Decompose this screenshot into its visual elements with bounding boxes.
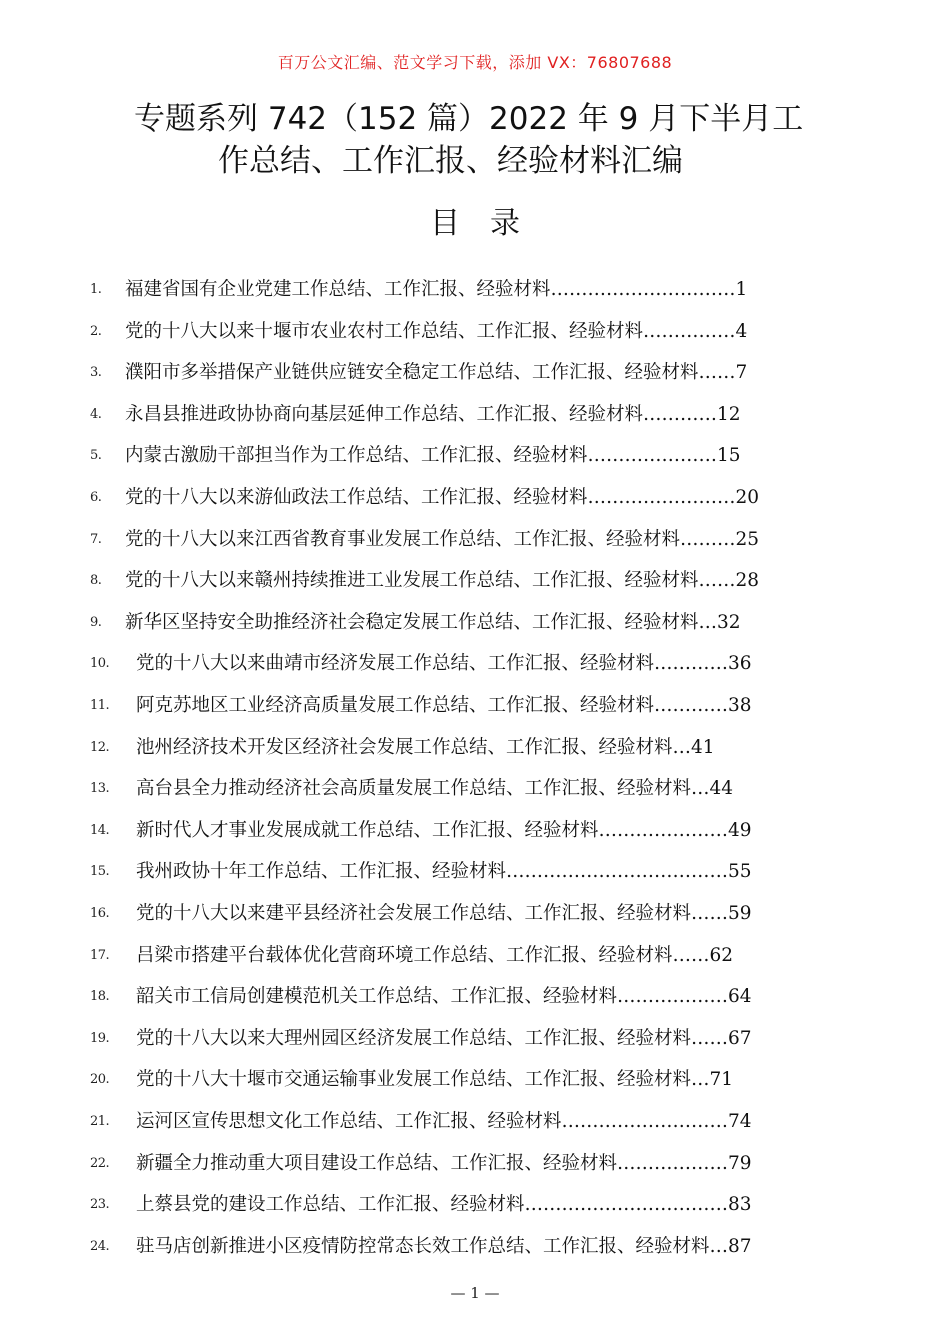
toc-entry-title [136,1060,860,1100]
toc-entry-title [125,561,860,601]
toc-entry-leader: …… [691,903,729,924]
toc-entry-number: 21. [90,1114,110,1129]
toc-entry-page: 62 [709,944,734,966]
toc-entry-text: 新疆全力推动重大项目建设工作总结、工作汇报、经验材料 [136,1152,618,1174]
toc-heading: 目录 [430,206,550,241]
toc-entry-leader: ……………………………… [506,861,729,883]
toc-entry-page: 25 [735,528,760,550]
toc-entry-text: 阿克苏地区工业经济高质量发展工作总结、工作汇报、经验材料 [136,695,655,716]
toc-entry-title [125,312,860,352]
toc-entry-page: 41 [691,736,715,758]
toc-entry[interactable] [0,1060,950,1102]
toc-entry-leader: …… [691,1027,729,1049]
toc-entry-title [136,644,860,684]
toc-entry-text: 高台县全力推动经济社会高质量发展工作总结、工作汇报、经验材料 [136,778,692,800]
toc-entry-number: 10. [90,656,110,672]
toc-entry-text: 党的十八大以来大理州园区经济发展工作总结、工作汇报、经验材料 [136,1027,692,1049]
toc-entry-title [136,977,860,1017]
toc-entry-leader: …… [672,944,710,966]
toc-entry-leader: …………………… [587,487,736,508]
toc-entry-title [136,894,860,934]
toc-entry-page: 87 [728,1235,752,1257]
toc-entry-number: 5. [90,448,102,464]
toc-entry-number: 14. [90,822,110,838]
toc-entry[interactable] [0,811,950,853]
toc-entry-page: 44 [709,778,734,800]
toc-entry-title [125,520,860,560]
toc-entry-leader: ………………… [598,819,729,841]
toc-entry-number: 22. [90,1155,110,1171]
promo-banner: 百万公文汇编、范文学习下载，添加 VX：76807688 [277,53,673,72]
toc-entry[interactable] [0,728,950,770]
toc-entry-page: 12 [717,403,741,425]
toc-entry-page: 36 [728,653,752,675]
toc-entry-title [136,728,860,768]
toc-entry-text: 驻马店创新推进小区疫情防控常态长效工作总结、工作汇报、经验材料 [136,1235,710,1257]
toc-entry-title [136,686,860,726]
toc-entry-text: 党的十八大以来曲靖市经济发展工作总结、工作汇报、经验材料 [136,653,655,675]
toc-entry[interactable] [0,395,950,437]
toc-entry-page: 79 [728,1152,752,1174]
toc-entry-text: 党的十八大以来建平县经济社会发展工作总结、工作汇报、经验材料 [136,903,692,924]
toc-entry-title [125,353,860,393]
toc-entry-text: 濮阳市多举措保产业链供应链安全稳定工作总结、工作汇报、经验材料 [125,362,699,384]
toc-entry-number: 11. [90,698,110,713]
toc-entry-number: 1. [90,282,102,297]
toc-entry-text: 运河区宣传思想文化工作总结、工作汇报、经验材料 [136,1111,562,1132]
toc-entry-leader: ………… [654,695,729,716]
toc-entry-title [125,270,860,310]
toc-entry-page: 38 [728,695,752,716]
toc-entry[interactable] [0,436,950,478]
toc-entry-text: 池州经济技术开发区经济社会发展工作总结、工作汇报、经验材料 [136,736,673,758]
toc-entry-number: 4. [90,406,102,422]
toc-entry-page: 28 [735,570,760,592]
toc-entry-title [125,603,860,643]
toc-entry-text: 我州政协十年工作总结、工作汇报、经验材料 [136,861,507,883]
toc-entry-number: 18. [90,989,110,1005]
toc-entry-title [136,1144,860,1184]
toc-entry[interactable] [0,1227,950,1269]
toc-entry[interactable] [0,478,950,520]
toc-entry-leader: ………………………… [550,279,736,300]
toc-entry[interactable] [0,312,950,354]
toc-entry-page: 7 [735,362,748,384]
toc-entry-leader: …… [698,570,736,592]
toc-entry[interactable] [0,603,950,645]
toc-entry-leader: ………… [643,403,718,425]
toc-entry-number: 7. [90,531,102,547]
toc-entry-page: 15 [717,445,741,467]
toc-entry-title [136,769,860,809]
toc-entry-leader: … [698,611,718,633]
page-number-footer: — 1 — [450,1284,500,1302]
toc-entry-leader: … [691,1069,710,1091]
toc-entry-text: 新华区坚持安全助推经济社会稳定发展工作总结、工作汇报、经验材料 [125,611,699,633]
toc-entry-title [125,395,860,435]
toc-entry-title [136,1019,860,1059]
toc-entry[interactable] [0,561,950,603]
toc-entry-page: 74 [728,1111,752,1132]
toc-entry-leader: ……………… [617,1152,729,1174]
toc-entry-page: 32 [717,611,741,633]
toc-entry-leader: …………………………… [524,1194,729,1216]
toc-entry-leader: ……………… [617,986,729,1008]
toc-entry-title [136,811,860,851]
toc-entry-text: 内蒙古激励干部担当作为工作总结、工作汇报、经验材料 [125,445,588,467]
toc-entry-leader: …………… [643,320,736,342]
toc-entry-leader: … [691,778,710,800]
toc-entry-title [136,1185,860,1225]
toc-entry[interactable] [0,977,950,1019]
toc-entry[interactable] [0,1144,950,1186]
toc-entry-title [125,478,860,518]
toc-entry-number: 8. [90,573,102,589]
toc-entry-number: 24. [90,1238,110,1254]
toc-entry[interactable] [0,644,950,686]
toc-entry-number: 19. [90,1030,110,1046]
toc-entry-number: 3. [90,365,102,381]
toc-entry-page: 20 [735,487,760,508]
toc-entry-number: 15. [90,864,110,880]
toc-entry[interactable] [0,852,950,894]
document-title-line-2: 作总结、工作汇报、经验材料汇编 [218,143,683,179]
toc-entry-leader: ……………………… [561,1111,729,1132]
toc-entry-text: 党的十八大以来江西省教育事业发展工作总结、工作汇报、经验材料 [125,528,681,550]
toc-entry-page: 67 [728,1027,752,1049]
toc-entry-number: 12. [90,739,110,755]
toc-entry-number: 9. [90,614,102,630]
toc-entry[interactable] [0,686,950,728]
toc-entry-text: 党的十八大以来十堰市农业农村工作总结、工作汇报、经验材料 [125,320,644,342]
toc-entry-text: 韶关市工信局创建模范机关工作总结、工作汇报、经验材料 [136,986,618,1008]
toc-entry[interactable] [0,1185,950,1227]
toc-entry-title [136,936,860,976]
toc-entry[interactable] [0,353,950,395]
toc-entry-text: 党的十八大十堰市交通运输事业发展工作总结、工作汇报、经验材料 [136,1069,692,1091]
toc-entry-number: 17. [90,947,110,963]
toc-entry-text: 福建省国有企业党建工作总结、工作汇报、经验材料 [125,279,551,300]
toc-entry-page: 64 [728,986,752,1008]
toc-entry-leader: … [709,1235,729,1257]
toc-entry-leader: ……… [680,528,736,550]
toc-entry-page: 55 [728,861,752,883]
toc-entry-page: 49 [728,819,752,841]
toc-entry[interactable] [0,520,950,562]
toc-entry-number: 23. [90,1197,110,1213]
toc-entry-text: 永昌县推进政协协商向基层延伸工作总结、工作汇报、经验材料 [125,403,644,425]
toc-entry-leader: …… [698,362,736,384]
toc-entry-text: 新时代人才事业发展成就工作总结、工作汇报、经验材料 [136,819,599,841]
toc-entry-title [136,1227,860,1267]
toc-entry-page: 83 [728,1194,752,1216]
toc-entry-page: 59 [728,903,752,924]
toc-entry[interactable] [0,894,950,936]
toc-entry-leader: … [672,736,692,758]
toc-entry-title [136,1102,860,1142]
toc-entry-title [136,852,860,892]
toc-entry[interactable] [0,936,950,978]
toc-entry-leader: ………… [654,653,729,675]
toc-entry-page: 4 [735,320,748,342]
toc-entry[interactable] [0,1102,950,1144]
toc-entry-number: 6. [90,490,102,505]
toc-entry-text: 党的十八大以来赣州持续推进工业发展工作总结、工作汇报、经验材料 [125,570,699,592]
toc-entry-title [125,436,860,476]
toc-entry-text: 上蔡县党的建设工作总结、工作汇报、经验材料 [136,1194,525,1216]
toc-entry-page: 71 [709,1069,734,1091]
toc-entry-page: 1 [735,279,748,300]
toc-entry-number: 13. [90,781,110,797]
toc-entry[interactable] [0,769,950,811]
toc-entry-text: 党的十八大以来游仙政法工作总结、工作汇报、经验材料 [125,487,588,508]
toc-entry-number: 2. [90,323,102,339]
toc-entry-leader: ………………… [587,445,718,467]
toc-entry-number: 16. [90,906,110,921]
toc-entry-text: 吕梁市搭建平台载体优化营商环境工作总结、工作汇报、经验材料 [136,944,673,966]
document-title-line-1: 专题系列 742（152 篇）2022 年 9 月下半月工 [134,101,804,137]
toc-entry[interactable] [0,270,950,312]
toc-entry-number: 20. [90,1072,110,1088]
toc-entry[interactable] [0,1019,950,1061]
